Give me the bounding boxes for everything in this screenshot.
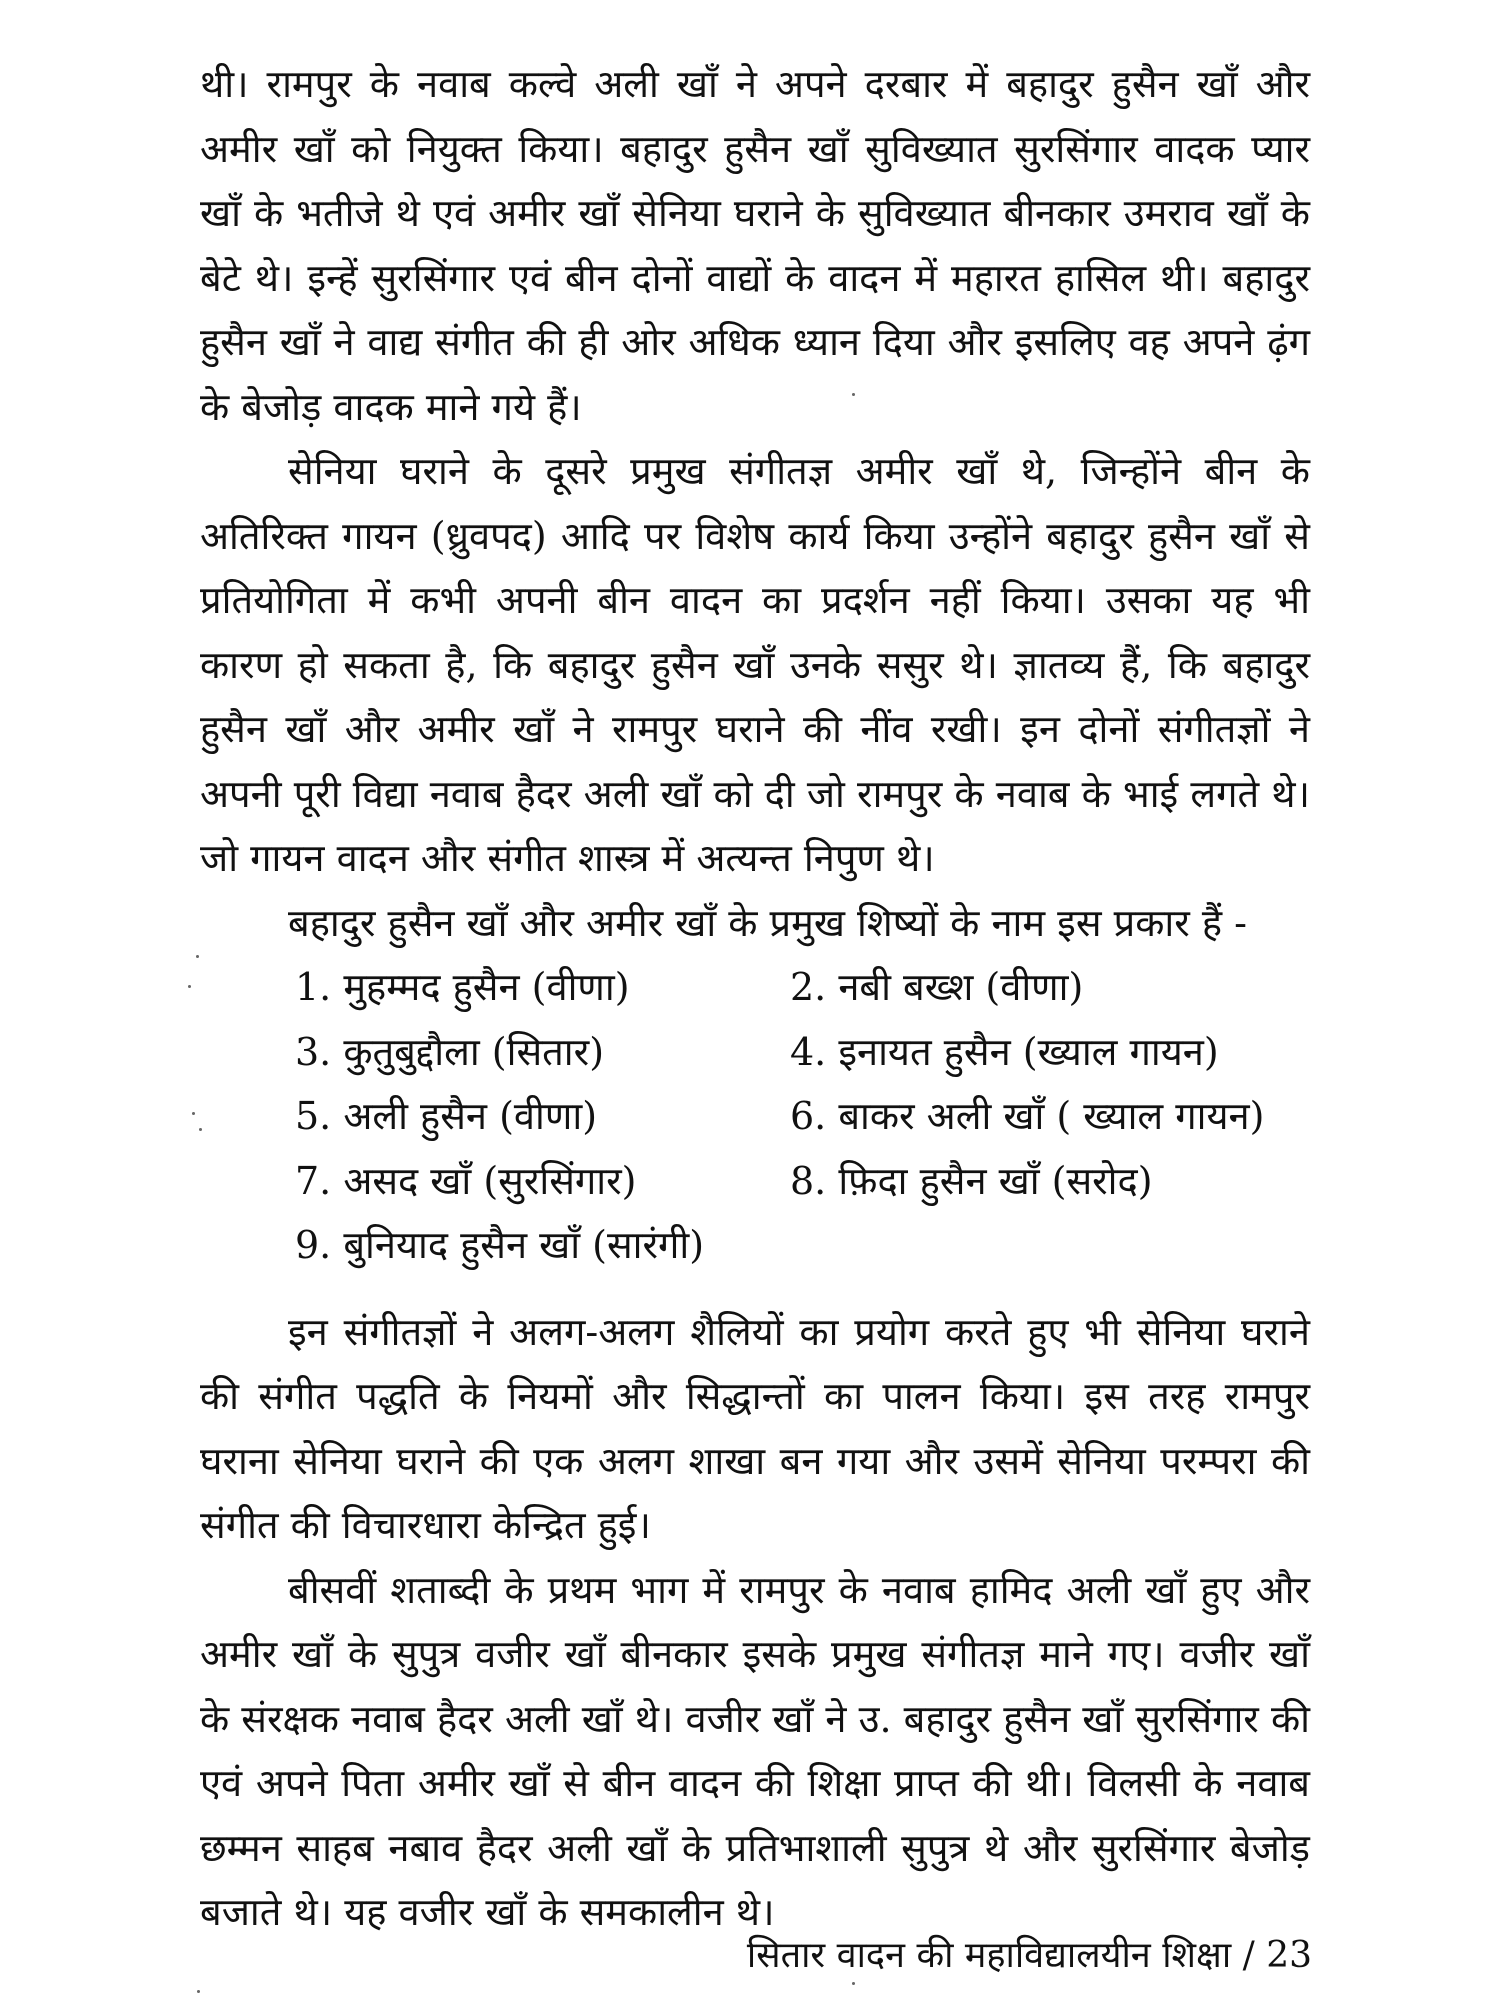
list-item: 1. मुहम्मद हुसैन (वीणा) bbox=[295, 965, 630, 1009]
paragraph-3: बहादुर हुसैन खाँ और अमीर खाँ के प्रमुख शिष्यों के नाम इस प्रकार हैं - bbox=[288, 900, 1247, 945]
list-item: 7. असद खाँ (सुरसिंगार) bbox=[295, 1158, 637, 1203]
paragraph-1: थी। रामपुर के नवाब कल्वे अली खाँ ने अपने दरबार में बहादुर हुसैन खाँ और अमीर खाँ को नियुक्त किया। बहादुर हुसैन खाँ सुविख्यात सुरसिंगार वादक प्यार खाँ के भतीजे थे एवं अमीर खाँ सेनिया घराने के सुविख्यात बीनकार उमराव खाँ के बेटे थे। इन्हें सुरसिंगार एवं बीन दोनों वाद्यों के वादन में महारत हासिल थी। बहादुर हुसैन खाँ ने वाद्य संगीत की ही ओर अधिक ध्यान दिया और इसलिए वह अपने ढ़ंग के बेजोड़ वादक माने गये हैं। bbox=[200, 62, 1310, 429]
scan-speck bbox=[192, 1112, 195, 1115]
list-item: 8. फ़िदा हुसैन खाँ (सरोद) bbox=[790, 1158, 1153, 1203]
list-item: 4. इनायत हुसैन (ख्याल गायन) bbox=[790, 1029, 1219, 1074]
paragraph-4: इन संगीतज्ञों ने अलग-अलग शैलियों का प्रयोग करते हुए भी सेनिया घराने की संगीत पद्धति के नियमों और सिद्धान्तों का पालन किया। इस तरह रामपुर घराना सेनिया घराने की एक अलग शाखा बन गया और उसमें सेनिया परम्परा की संगीत की विचारधारा केन्द्रित हुई। bbox=[200, 1309, 1310, 1547]
page-body bbox=[200, 52, 1310, 1945]
paragraph-2: सेनिया घराने के दूसरे प्रमुख संगीतज्ञ अमीर खाँ थे, जिन्होंने बीन के अतिरिक्त गायन (ध्रुवपद) आदि पर विशेष कार्य किया उन्होंने बहादुर हुसैन खाँ से प्रतियोगिता में कभी अपनी बीन वादन का प्रदर्शन नहीं किया। उसका यह भी कारण हो सकता है, कि बहादुर हुसैन खाँ उनके ससुर थे। ज्ञातव्य हैं, कि बहादुर हुसैन खाँ और अमीर खाँ ने रामपुर घराने की नींव रखी। इन दोनों संगीतज्ञों ने अपनी पूरी विद्या नवाब हैदर अली खाँ को दी जो रामपुर के नवाब के भाई लगते थे। जो गायन वादन और संगीत शास्त्र में अत्यन्त निपुण थे। bbox=[200, 449, 1310, 880]
list-item: 5. अली हुसैन (वीणा) bbox=[295, 1094, 598, 1138]
scan-speck bbox=[199, 1128, 202, 1131]
list-item: 3. कुतुबुद्दौला (सितार) bbox=[295, 1029, 605, 1074]
running-footer: सितार वादन की महाविद्यालयीन शिक्षा / 23 bbox=[746, 1935, 1312, 1976]
scan-speck bbox=[197, 1990, 200, 1993]
scan-speck bbox=[852, 1982, 855, 1985]
scan-speck bbox=[196, 955, 199, 958]
disciples-list bbox=[295, 955, 1310, 1278]
scan-speck bbox=[188, 985, 191, 988]
list-item: 9. बुनियाद हुसैन खाँ (सारंगी) bbox=[295, 1223, 705, 1267]
scan-speck bbox=[852, 393, 855, 396]
paragraph-5: बीसवीं शताब्दी के प्रथम भाग में रामपुर के नवाब हामिद अली खाँ हुए और अमीर खाँ के सुपुत्र वजीर खाँ बीनकार इसके प्रमुख संगीतज्ञ माने गए। वजीर खाँ के संरक्षक नवाब हैदर अली खाँ थे। वजीर खाँ ने उ. बहादुर हुसैन खाँ सुरसिंगार की एवं अपने पिता अमीर खाँ से बीन वादन की शिक्षा प्राप्त की थी। विलसी के नवाब छम्मन साहब नबाव हैदर अली खाँ के प्रतिभाशाली सुपुत्र थे और सुरसिंगार बेजोड़ बजाते थे। यह वजीर खाँ के समकालीन थे। bbox=[200, 1567, 1310, 1934]
list-item: 2. नबी बख्श (वीणा) bbox=[790, 965, 1084, 1009]
spacer bbox=[200, 1278, 1310, 1300]
list-item: 6. बाकर अली खाँ ( ख्याल गायन) bbox=[790, 1094, 1265, 1138]
